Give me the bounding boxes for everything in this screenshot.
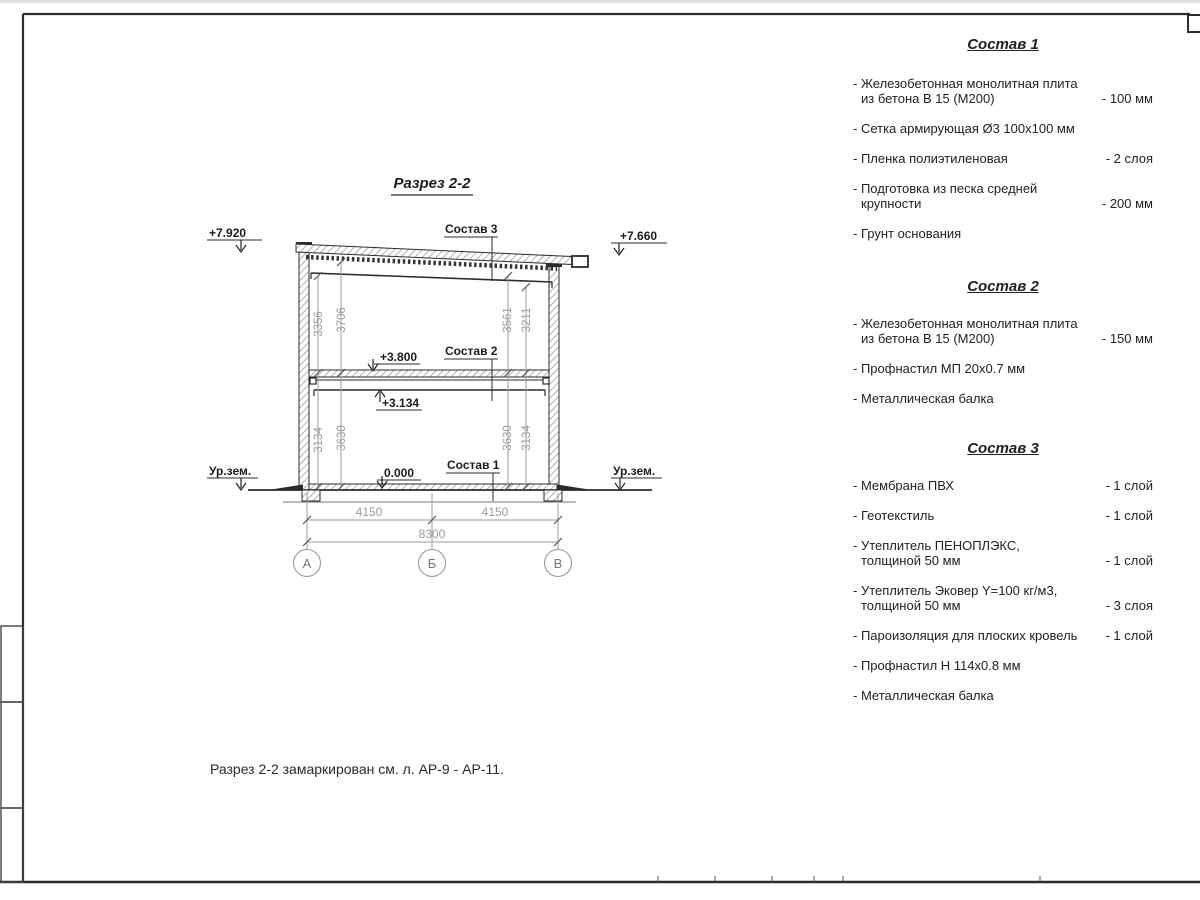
item-text: - Утеплитель ПЕНОПЛЭКС,: [853, 538, 1020, 553]
list-item: [853, 658, 1153, 673]
roof-beam: [311, 273, 552, 282]
list-item: [853, 226, 1153, 241]
axis-label-v: В: [553, 556, 563, 571]
vdim-left-inner-top: 3356: [313, 311, 325, 337]
section-reference-note: Разрез 2-2 замаркирован см. л. АР-9 - АР-11.: [210, 761, 504, 777]
item-text: - Пленка полиэтиленовая: [853, 151, 1008, 166]
composition-2-title: Состав 2: [967, 278, 1039, 295]
item-text: - Металлическая балка: [853, 688, 994, 703]
list-item: [853, 478, 1153, 493]
list-item: [853, 538, 1153, 568]
item-value: - 1 слой: [1105, 628, 1153, 643]
hdim-right: 4150: [481, 505, 509, 519]
item-value: - 1 слой: [1105, 478, 1153, 493]
vdim-right-outer-bottom: 3134: [521, 425, 533, 451]
leader-label-c2: Состав 2: [445, 344, 498, 358]
item-value: - 100 мм: [1101, 91, 1153, 106]
foundation-left: [302, 490, 320, 501]
item-text: - Подготовка из песка средней: [853, 181, 1038, 196]
level-roof-right: +7.660: [620, 229, 658, 243]
axis-label-b: Б: [427, 556, 437, 571]
list-item: [853, 316, 1153, 346]
list-item: [853, 151, 1153, 166]
hdim-total: 8300: [418, 527, 446, 541]
list-item: [853, 583, 1153, 613]
item-text: - Металлическая балка: [853, 391, 994, 406]
list-item: [853, 688, 1153, 703]
list-item: [853, 361, 1153, 376]
vdim-left-outer-top: 3706: [336, 307, 348, 333]
vdim-left-inner-bottom: 3134: [313, 427, 325, 453]
item-value: - 1 слой: [1105, 553, 1153, 568]
composition-lists: [853, 36, 1153, 718]
composition-1-title: Состав 1: [967, 36, 1039, 53]
item-text-line2: из бетона В 15 (М200): [861, 91, 995, 106]
margin-stamp-box: [1, 626, 23, 702]
composition-2: [853, 278, 1153, 406]
level-beam: +3.134: [382, 396, 420, 410]
leader-label-c1: Состав 1: [447, 458, 500, 472]
item-text: - Сетка армирующая Ø3 100х100 мм: [853, 121, 1075, 136]
item-text-line2: толщиной 50 мм: [861, 598, 961, 613]
item-text: - Мембрана ПВХ: [853, 478, 954, 493]
composition-3-title: Состав 3: [967, 440, 1039, 457]
item-text: - Геотекстиль: [853, 508, 935, 523]
item-text-line2: толщиной 50 мм: [861, 553, 961, 568]
item-value: - 2 слоя: [1105, 151, 1153, 166]
section-linework: [207, 195, 667, 502]
item-text: - Профнастил МП 20х0.7 мм: [853, 361, 1026, 376]
list-item: [853, 181, 1153, 211]
margin-stamp-box: [1, 702, 23, 808]
item-text: - Профнастил Н 114х0.8 мм: [853, 658, 1021, 673]
level-zero: 0.000: [384, 466, 415, 480]
item-value: - 200 мм: [1101, 196, 1153, 211]
composition-1: [853, 36, 1153, 241]
leader-label-c3: Состав 3: [445, 222, 498, 236]
ground-label-right: Ур.зем.: [613, 464, 656, 478]
frame-corner-box: [1188, 15, 1200, 32]
hdim-left: 4150: [355, 505, 383, 519]
floor2-slab: [309, 370, 549, 377]
item-text: - Утеплитель Эковер Y=100 кг/м3,: [853, 583, 1058, 598]
vdim-left-outer-bottom: 3630: [336, 425, 348, 451]
item-value: - 3 слоя: [1105, 598, 1153, 613]
vdim-right-inner-top: 3561: [502, 307, 514, 333]
vdim-right-outer-top: 3211: [521, 307, 533, 333]
item-text: - Железобетонная монолитная плита: [853, 76, 1078, 91]
vdim-right-inner-bottom: 3630: [502, 425, 514, 451]
item-value: - 1 слой: [1105, 508, 1153, 523]
foundation-right: [544, 490, 562, 501]
list-item: [853, 391, 1153, 406]
list-item: [853, 628, 1153, 643]
level-underlines: [207, 240, 667, 480]
margin-stamp-box: [1, 808, 23, 882]
list-item: [853, 508, 1153, 523]
ground-label-left: Ур.зем.: [209, 464, 252, 478]
list-item: [853, 121, 1153, 136]
item-text: - Грунт основания: [853, 226, 962, 241]
axis-label-a: А: [302, 556, 312, 571]
level-floor2: +3.800: [380, 350, 418, 364]
item-text-line2: крупности: [861, 196, 922, 211]
item-value: - 150 мм: [1101, 331, 1153, 346]
roof-edge-cap: [572, 256, 588, 267]
item-text: - Железобетонная монолитная плита: [853, 316, 1078, 331]
item-text: - Пароизоляция для плоских кровель: [853, 628, 1078, 643]
left-wall: [299, 246, 309, 490]
drawing-title: Разрез 2-2: [393, 175, 471, 192]
composition-3: [853, 440, 1153, 703]
item-text-line2: из бетона В 15 (М200): [861, 331, 995, 346]
right-wall: [549, 266, 559, 490]
level-roof-left: +7.920: [209, 226, 247, 240]
list-item: [853, 76, 1153, 106]
